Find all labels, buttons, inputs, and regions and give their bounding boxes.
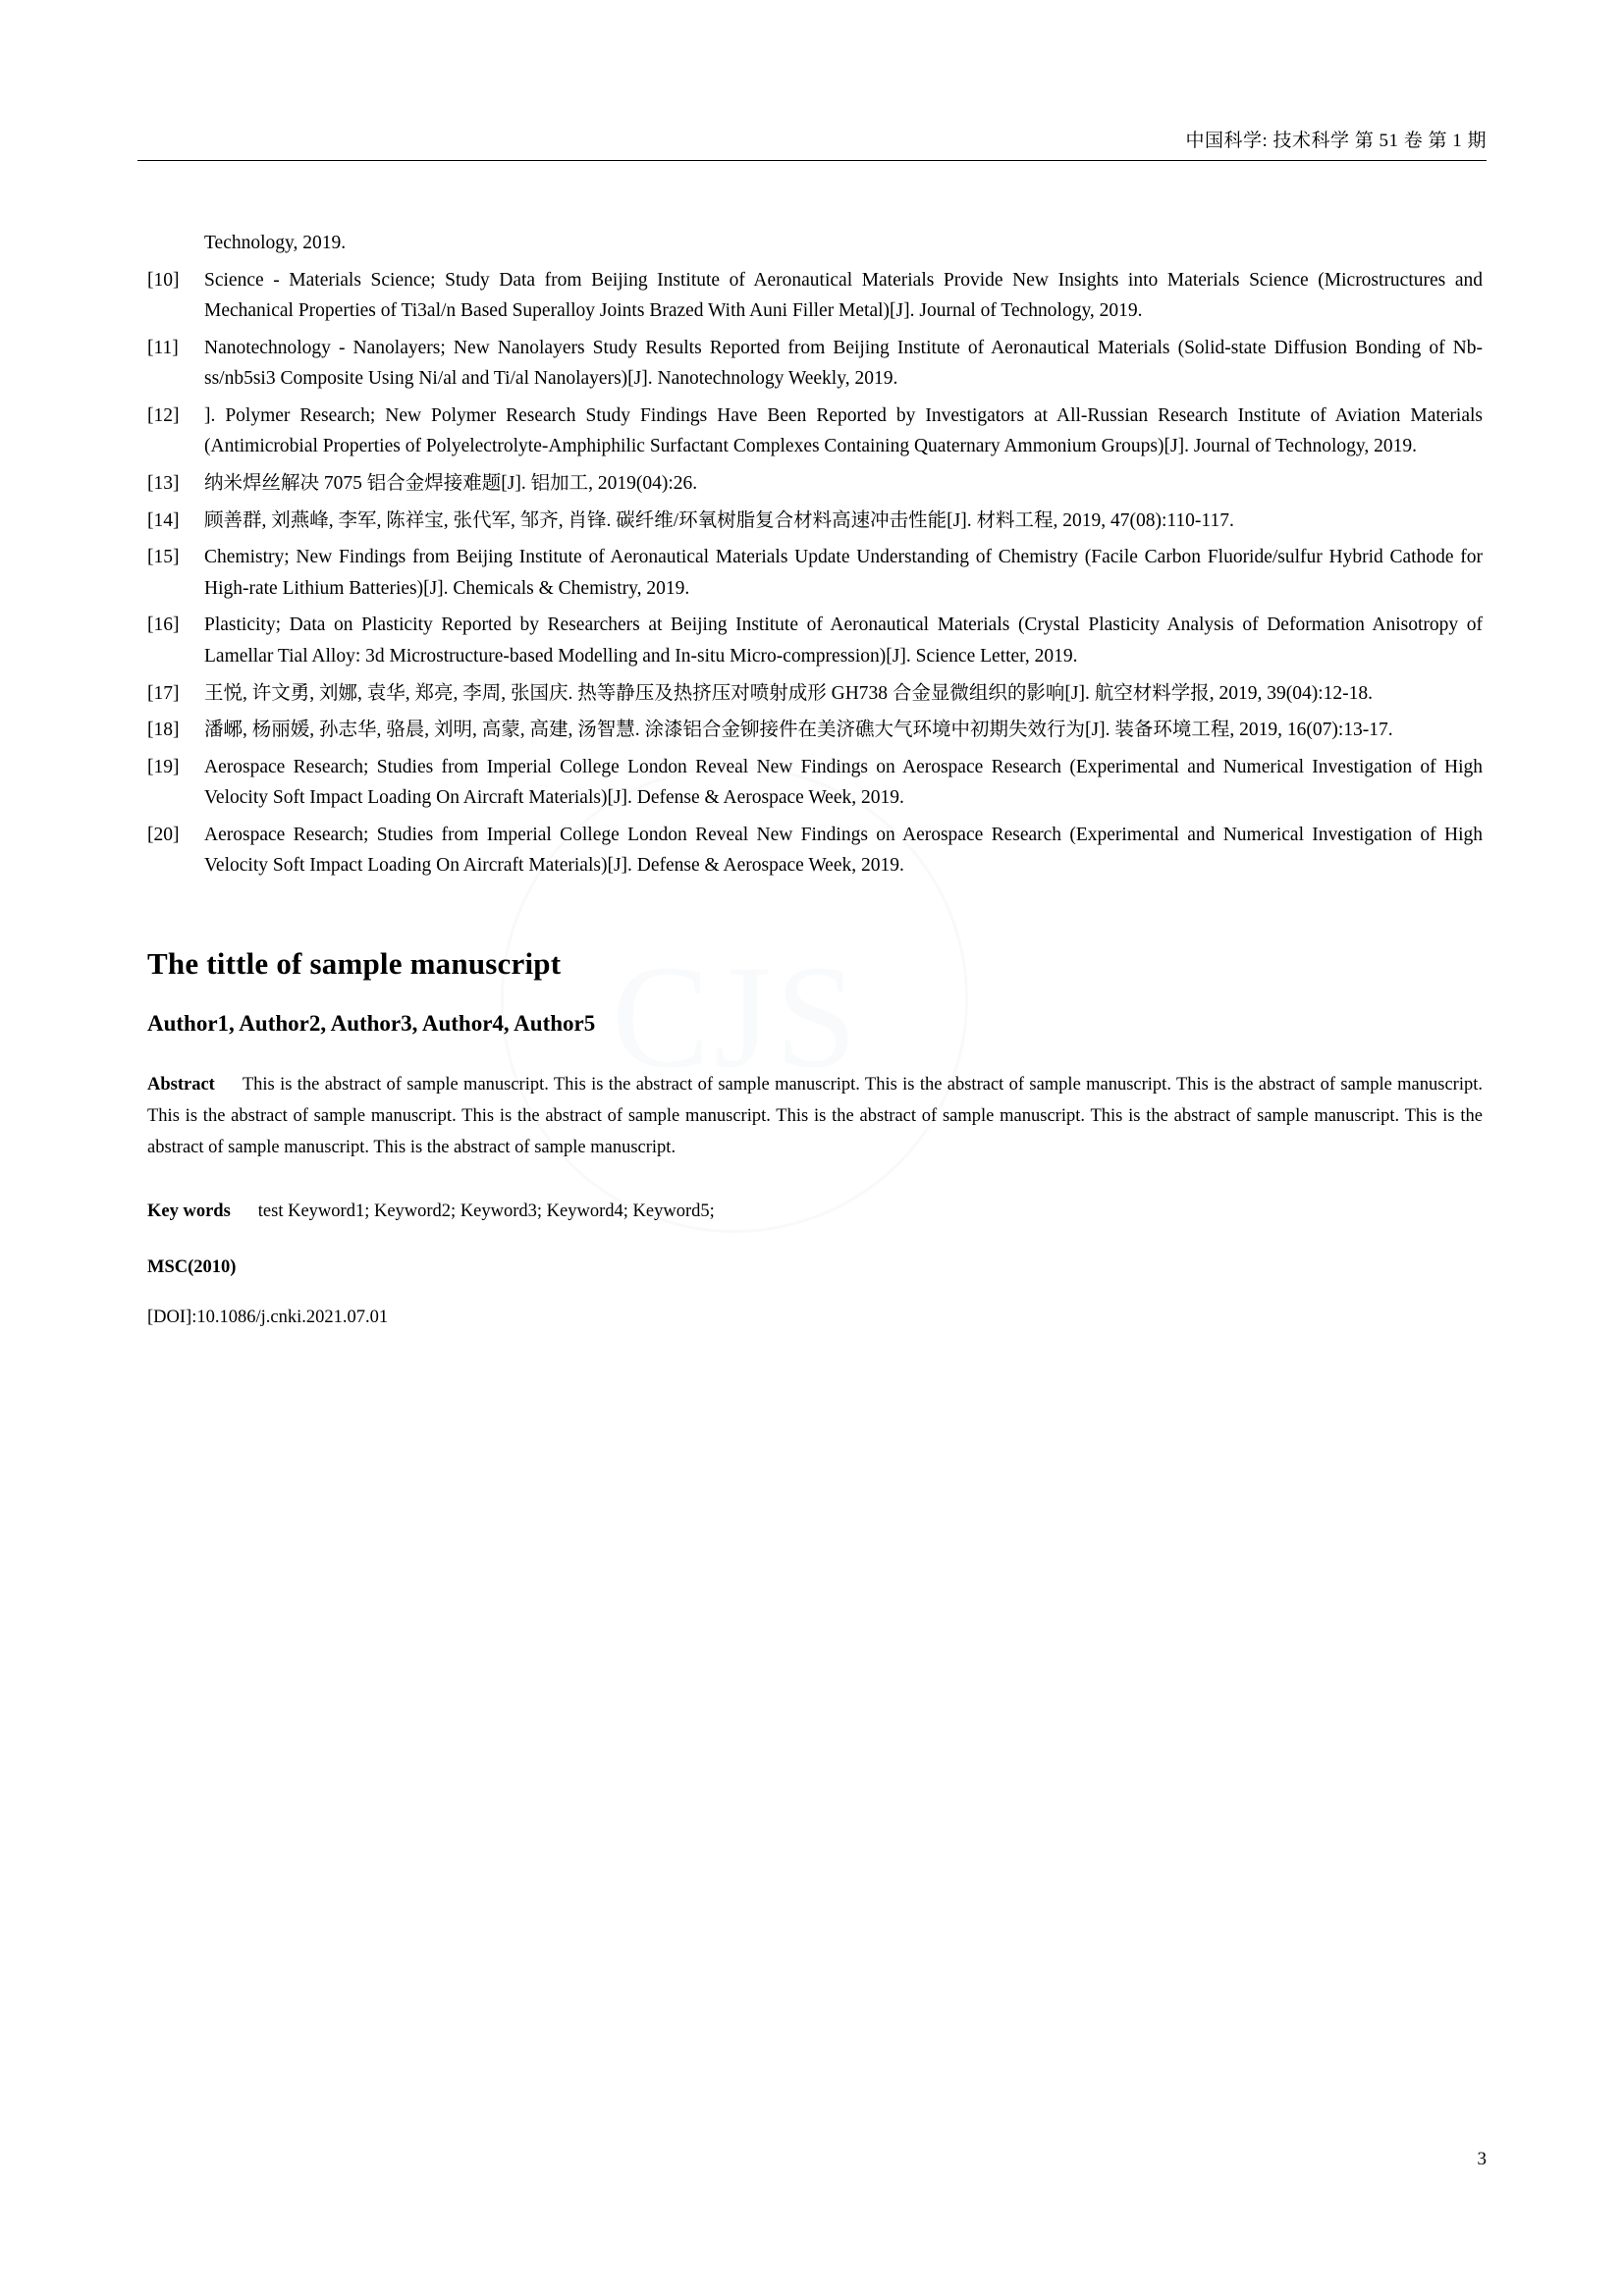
reference-number: [10] <box>147 269 180 291</box>
reference-continuation: Technology, 2019. <box>204 233 347 253</box>
page-number: 3 <box>1477 2149 1487 2169</box>
reference-text: Nanotechnology - Nanolayers; New Nanolayers Study Results Reported from Beijing Institute of Aeronautical Materials (Solid-state Diffusion Bonding of Nb-ss/nb5si3 Composite Using Ni/al and Ti/al Nanolayers)[J]. Nanotechnology Weekly, 2019. <box>204 337 1483 390</box>
abstract-label: Abstract <box>147 1074 215 1095</box>
keywords-block <box>147 1197 1483 1228</box>
reference-number: [15] <box>147 547 180 568</box>
reference-item <box>147 820 1483 881</box>
reference-item <box>147 715 1483 746</box>
reference-number: [16] <box>147 614 180 636</box>
abstract-block <box>147 1070 1483 1163</box>
reference-text: Plasticity; Data on Plasticity Reported by Researchers at Beijing Institute of Aeronautical Materials (Crystal Plasticity Analysis of Deformation Anisotropy of Lamellar Tial Alloy: 3d Microstructure-based Modelling and In-situ Micro-compression)[J]. Science Letter, 2019. <box>204 614 1483 667</box>
reference-text: 潘峫, 杨丽媛, 孙志华, 骆晨, 刘明, 高蒙, 高建, 汤智慧. 涂漆铝合金铆接件在美济礁大气环境中初期失效行为[J]. 装备环境工程, 2019, 16(07):13-17. <box>204 720 1393 741</box>
watermark-text: CJS <box>612 935 861 1098</box>
article-title: The tittle of sample manuscript <box>147 945 562 981</box>
reference-item <box>147 333 1483 395</box>
reference-number: [18] <box>147 720 180 741</box>
running-header: 中国科学: 技术科学 第 51 卷 第 1 期 <box>1185 131 1487 151</box>
reference-text: ]. Polymer Research; New Polymer Research Study Findings Have Been Reported by Investigators at All-Russian Research Institute of Aviation Materials (Antimicrobial Properties of Polyelectrolyte-Amphiphilic Surfactant Complexes Containing Quaternary Ammonium Groups)[J]. Journal of Technology, 2019. <box>204 404 1483 457</box>
msc-label: MSC(2010) <box>147 1257 237 1278</box>
reference-item <box>147 506 1483 537</box>
keywords-label: Key words <box>147 1201 231 1222</box>
reference-text: 顾善群, 刘燕峰, 李军, 陈祥宝, 张代军, 邹齐, 肖锋. 碳纤维/环氧树脂复合材料高速冲击性能[J]. 材料工程, 2019, 47(08):110-117. <box>204 509 1234 531</box>
reference-item <box>147 542 1483 604</box>
reference-text: Aerospace Research; Studies from Imperial College London Reveal New Findings on Aerospace Research (Experimental and Numerical Investigation of High Velocity Soft Impact Loading On Aircraft Materials)[J]. Defense & Aerospace Week, 2019. <box>204 756 1483 809</box>
page-content <box>147 228 1483 1328</box>
reference-number: [20] <box>147 824 180 845</box>
reference-text: Chemistry; New Findings from Beijing Institute of Aeronautical Materials Update Understanding of Chemistry (Facile Carbon Fluoride/sulfur Hybrid Cathode for High-rate Lithium Batteries)[J]. Chemicals & Chemistry, 2019. <box>204 547 1483 599</box>
reference-number: [12] <box>147 404 180 426</box>
article-section <box>147 946 1483 1328</box>
reference-number: [17] <box>147 682 180 704</box>
doi-text: [DOI]:10.1086/j.cnki.2021.07.01 <box>147 1308 389 1328</box>
reference-number: [14] <box>147 509 180 531</box>
reference-number: [11] <box>147 337 179 358</box>
article-authors: Author1, Author2, Author3, Author4, Author5 <box>147 1010 596 1036</box>
reference-item <box>147 752 1483 814</box>
reference-text: 王悦, 许文勇, 刘娜, 袁华, 郑亮, 李周, 张国庆. 热等静压及热挤压对喷射成形 GH738 合金显微组织的影响[J]. 航空材料学报, 2019, 39(04):12-18. <box>204 682 1374 704</box>
reference-text: Aerospace Research; Studies from Imperial College London Reveal New Findings on Aerospace Research (Experimental and Numerical Investigation of High Velocity Soft Impact Loading On Aircraft Materials)[J]. Defense & Aerospace Week, 2019. <box>204 824 1483 877</box>
reference-text: 纳米焊丝解决 7075 铝合金焊接难题[J]. 铝加工, 2019(04):26. <box>204 473 698 495</box>
reference-item <box>147 400 1483 462</box>
reference-number: [13] <box>147 473 180 495</box>
reference-number: [19] <box>147 756 180 777</box>
reference-text: Science - Materials Science; Study Data from Beijing Institute of Aeronautical Materials Provide New Insights into Materials Science (Microstructures and Mechanical Properties of Ti3al/n Based Superalloy Joints Brazed With Auni Filler Metal)[J]. Journal of Technology, 2019. <box>204 269 1483 322</box>
keywords-text: test Keyword1; Keyword2; Keyword3; Keyword4; Keyword5; <box>257 1201 715 1222</box>
reference-item <box>147 610 1483 671</box>
abstract-text: This is the abstract of sample manuscript. This is the abstract of sample manuscript. This is the abstract of sample manuscript. This is the abstract of sample manuscript. This is the abstract of sample manuscript. This is the abstract of sample manuscript. This is the abstract of sample manuscript. This is the abstract of sample manuscript. This is the abstract of sample manuscript. This is the abstract of sample manuscript. <box>147 1074 1483 1157</box>
reference-item <box>147 468 1483 500</box>
reference-item <box>147 678 1483 710</box>
reference-item <box>147 265 1483 327</box>
header-divider <box>137 160 1487 161</box>
